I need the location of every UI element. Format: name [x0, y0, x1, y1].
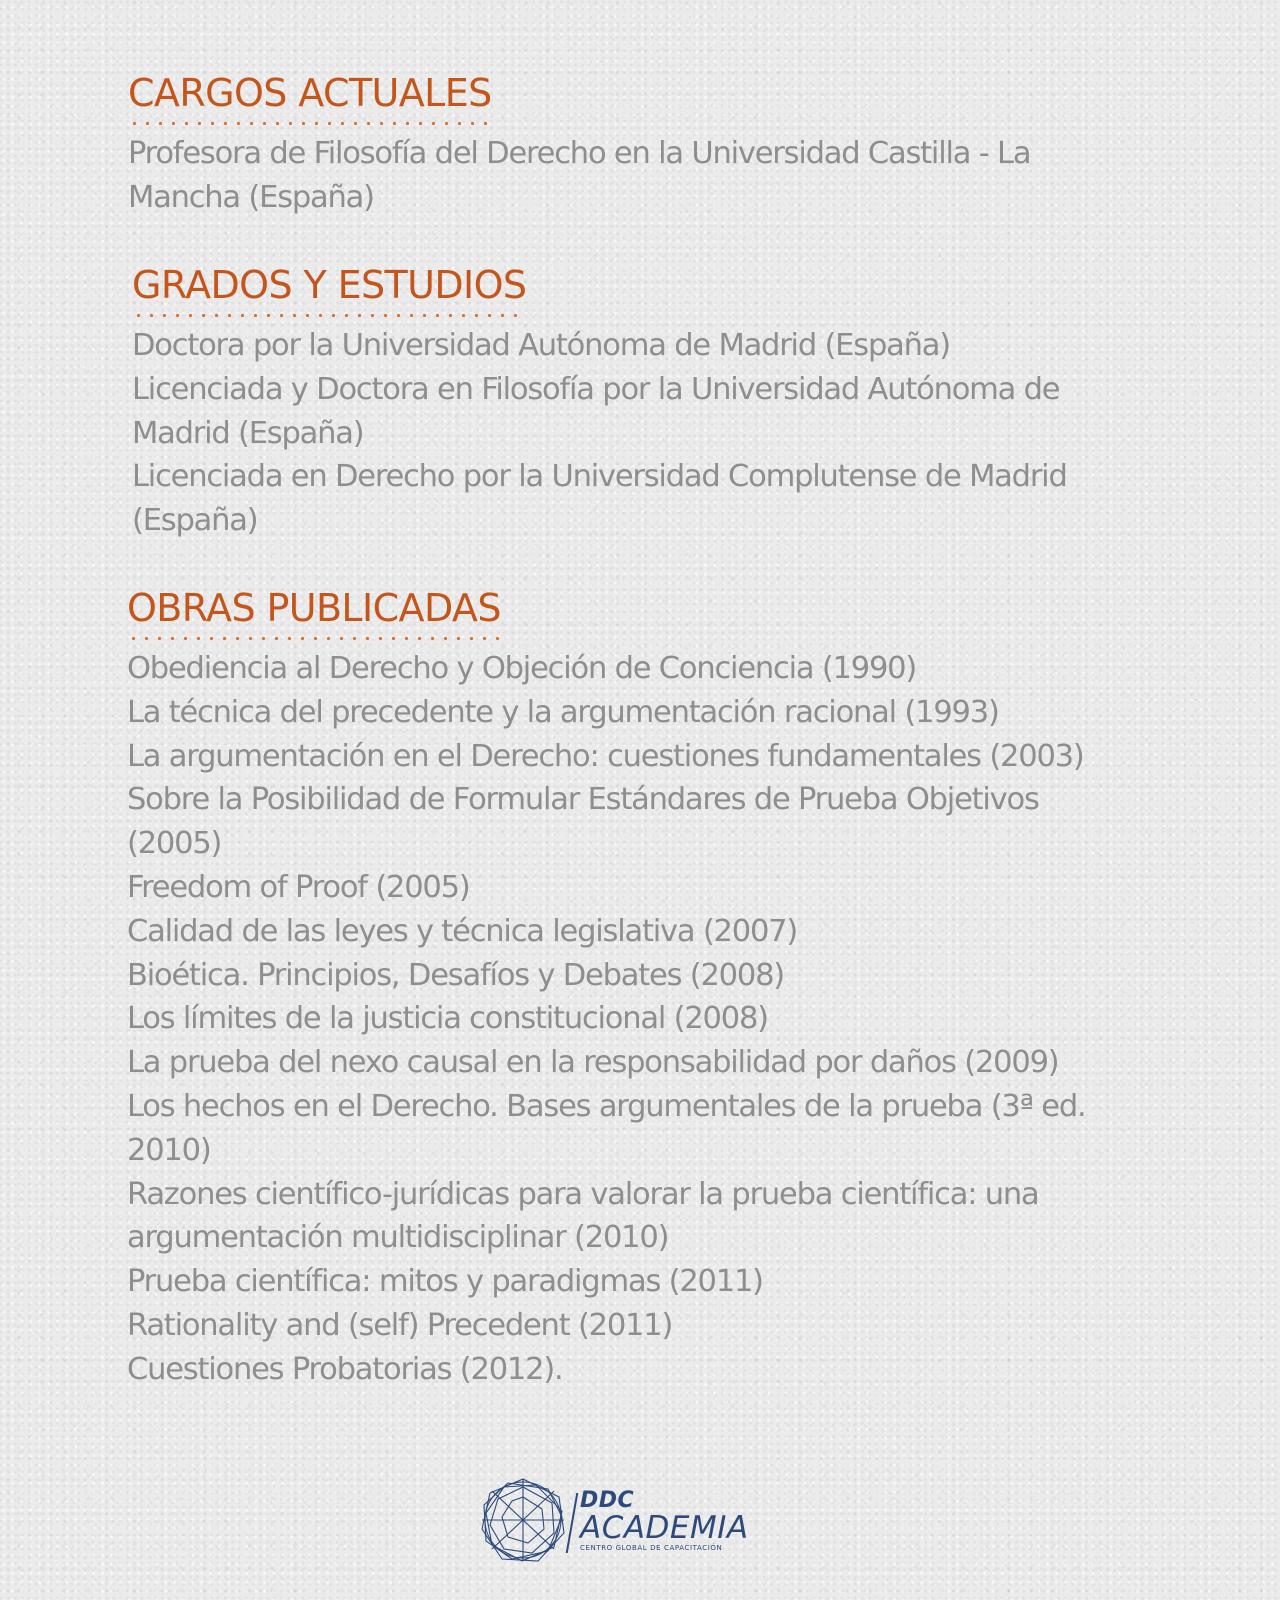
publication-line: Los límites de la justicia constitucional (2008): [127, 1001, 768, 1037]
publication-line: La prueba del nexo causal en la responsabilidad por daños (2009): [127, 1045, 1059, 1081]
brand-tagline: CENTRO GLOBAL DE CAPACITACIÓN: [580, 1544, 723, 1552]
publication-line: Freedom of Proof (2005): [127, 869, 470, 905]
text-line: Licenciada y Doctora en Filosofía por la Universidad Autónoma de: [132, 371, 1060, 407]
publication-line: Prueba científica: mitos y paradigmas (2011): [127, 1264, 763, 1300]
text-line: Madrid (España): [132, 415, 364, 451]
section-cargos-actuales: [128, 70, 1088, 220]
publication-line: Obediencia al Derecho y Objeción de Conciencia (1990): [127, 651, 917, 686]
section-obras-publicadas: [127, 585, 1087, 1392]
section-heading: OBRAS PUBLICADAS: [127, 585, 501, 641]
publication-line: La argumentación en el Derecho: cuestiones fundamentales (2003): [127, 738, 1084, 774]
section-grados-y-estudios: [132, 262, 1092, 543]
publication-line: Bioética. Principios, Desafíos y Debates (2008): [127, 957, 784, 993]
geometric-globe-icon: [478, 1475, 568, 1565]
publication-line: argumentación multidisciplinar (2010): [127, 1220, 669, 1256]
publication-line: La técnica del precedente y la argumentación racional (1993): [127, 694, 999, 730]
publication-line: 2010): [127, 1132, 211, 1168]
text-line: Licenciada en Derecho por la Universidad Complutense de Madrid: [132, 459, 1067, 495]
section-body: [127, 647, 1087, 1392]
publication-line: Los hechos en el Derecho. Bases argumentales de la prueba (3ª ed.: [127, 1088, 1086, 1124]
brand-ddc: DDC: [580, 1488, 635, 1513]
text-line: Doctora por la Universidad Autónoma de Madrid (España): [132, 328, 950, 363]
text-line: Mancha (España): [128, 179, 374, 215]
publication-line: Sobre la Posibilidad de Formular Estándares de Prueba Objetivos: [127, 782, 1039, 818]
section-heading: GRADOS Y ESTUDIOS: [132, 262, 526, 318]
text-line: Profesora de Filosofía del Derecho en la Universidad Castilla - La: [128, 136, 1031, 171]
section-body: [132, 324, 1092, 543]
publication-line: Razones científico-jurídicas para valorar la prueba científica: una: [127, 1176, 1039, 1212]
publication-line: (2005): [127, 826, 222, 862]
publication-line: Cuestiones Probatorias (2012).: [127, 1351, 563, 1387]
publication-line: Calidad de las leyes y técnica legislativa (2007): [127, 913, 798, 949]
brand-academia: ACADEMIA: [580, 1510, 749, 1546]
brand-wordmark: [580, 1489, 749, 1553]
section-body: [128, 132, 1088, 220]
ddc-academia-logo: [478, 1475, 749, 1575]
publication-line: Rationality and (self) Precedent (2011): [127, 1307, 673, 1343]
text-line: (España): [132, 503, 258, 539]
section-heading: CARGOS ACTUALES: [128, 70, 492, 126]
